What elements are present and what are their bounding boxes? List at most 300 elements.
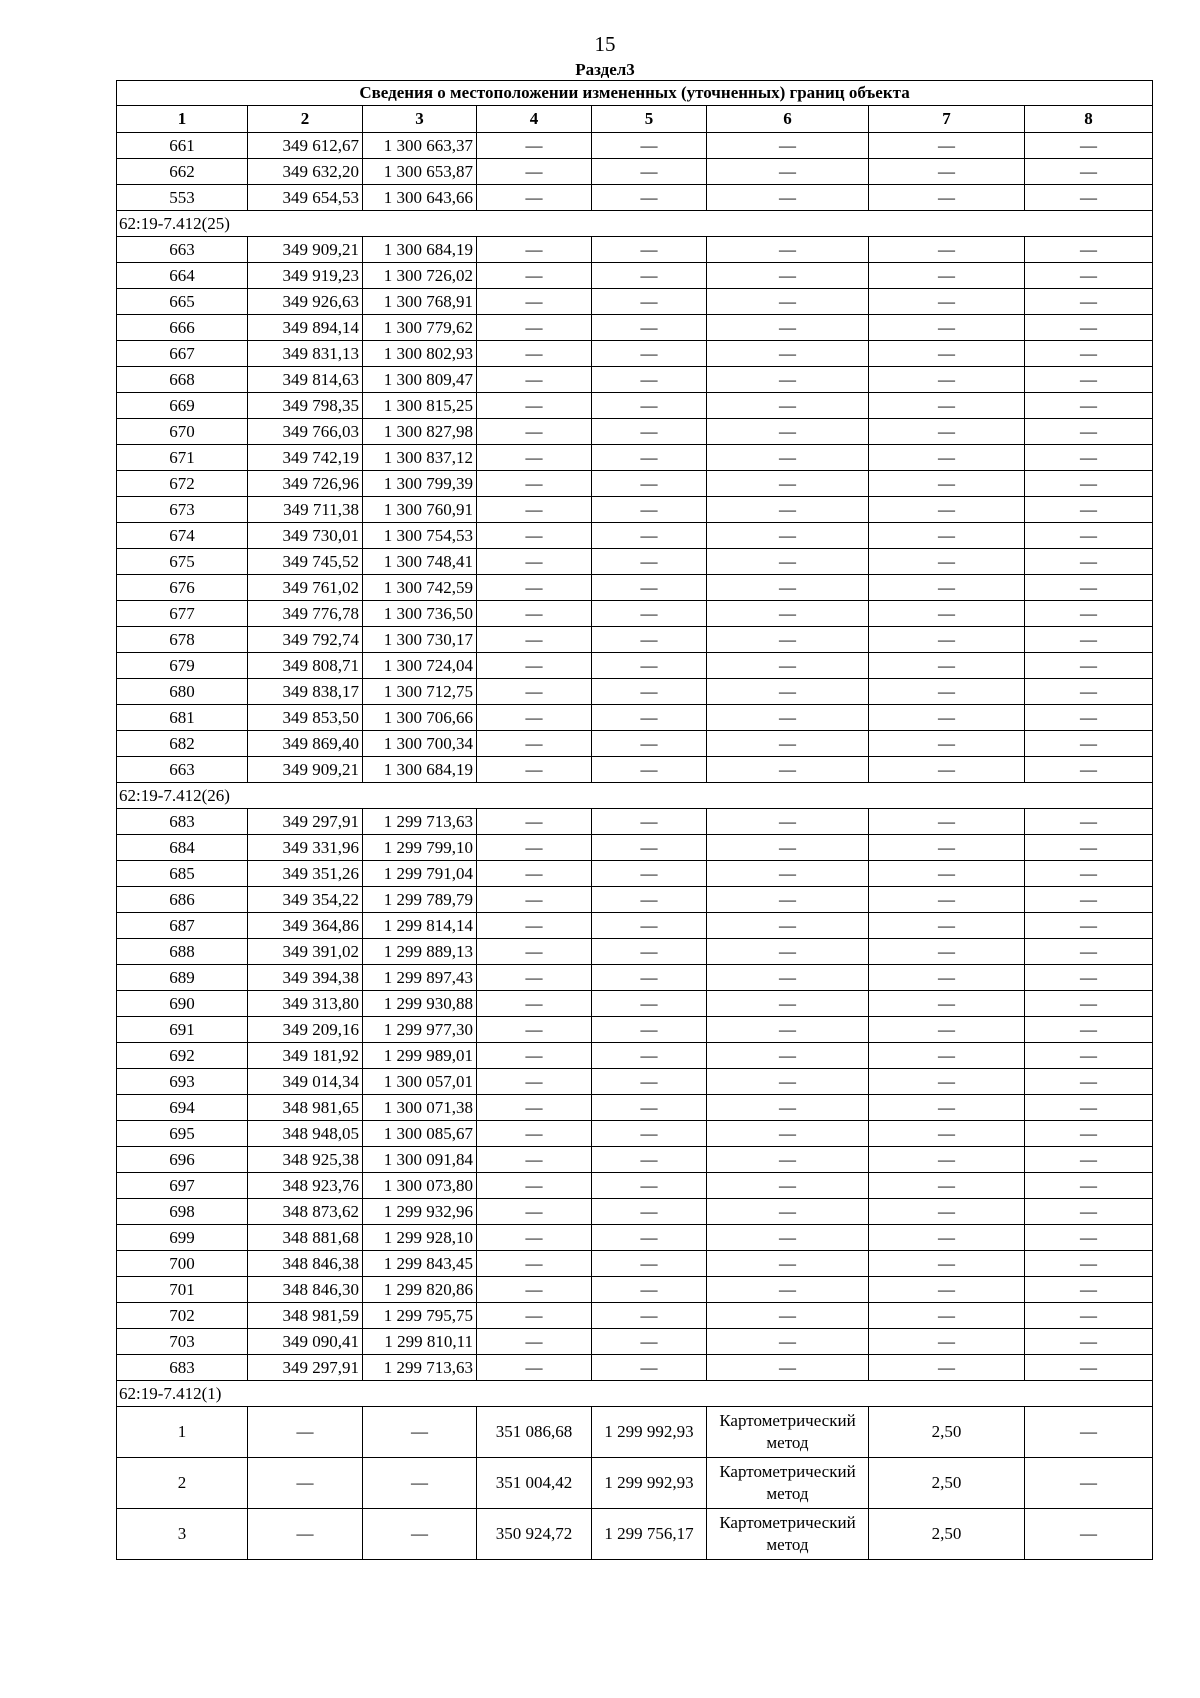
cell-col-7: — (869, 757, 1025, 783)
table-row (117, 1251, 1153, 1277)
table-row (117, 575, 1153, 601)
cell-col-1: 686 (117, 887, 248, 913)
cell-col-1: 672 (117, 471, 248, 497)
cell-col-3: 1 299 932,96 (363, 1199, 477, 1225)
cell-col-4: — (477, 393, 592, 419)
table-row (117, 1355, 1153, 1381)
cell-col-2: 349 297,91 (248, 1355, 363, 1381)
cell-col-8: — (1025, 731, 1153, 757)
cell-col-5: — (592, 1199, 707, 1225)
cell-col-4: — (477, 1173, 592, 1199)
cell-col-3: 1 299 795,75 (363, 1303, 477, 1329)
cell-col-5: — (592, 965, 707, 991)
cell-col-4: — (477, 315, 592, 341)
cell-col-6: — (707, 1121, 869, 1147)
cell-col-5: — (592, 1225, 707, 1251)
cell-col-3: 1 300 057,01 (363, 1069, 477, 1095)
cell-col-6: — (707, 653, 869, 679)
cell-col-5: — (592, 367, 707, 393)
cell-col-4: — (477, 1303, 592, 1329)
table-row (117, 1095, 1153, 1121)
cell-col-4: — (477, 835, 592, 861)
cell-col-7: — (869, 133, 1025, 159)
cell-col-7: — (869, 575, 1025, 601)
cell-col-7: — (869, 679, 1025, 705)
table-row (117, 731, 1153, 757)
cell-col-7: — (869, 1355, 1025, 1381)
cell-col-5: — (592, 237, 707, 263)
cell-col-6: — (707, 419, 869, 445)
cell-col-4: — (477, 679, 592, 705)
cell-col-3: 1 300 754,53 (363, 523, 477, 549)
cell-col-8: — (1025, 419, 1153, 445)
cell-col-6: — (707, 861, 869, 887)
cell-col-6: — (707, 367, 869, 393)
cell-col-6: — (707, 601, 869, 627)
cell-col-5: — (592, 1329, 707, 1355)
cell-col-7: — (869, 549, 1025, 575)
cell-col-2: 349 869,40 (248, 731, 363, 757)
cell-col-1: 679 (117, 653, 248, 679)
cell-col-5: — (592, 991, 707, 1017)
cell-col-4: — (477, 367, 592, 393)
cell-col-5: — (592, 1173, 707, 1199)
table-row (117, 1329, 1153, 1355)
cell-col-1: 553 (117, 185, 248, 211)
cell-col-6: — (707, 133, 869, 159)
cell-col-8: — (1025, 497, 1153, 523)
table-row (117, 367, 1153, 393)
table-row (117, 1173, 1153, 1199)
cell-col-4: — (477, 471, 592, 497)
cell-col-6: — (707, 679, 869, 705)
table-row (117, 835, 1153, 861)
cell-col-4: — (477, 1277, 592, 1303)
table-row (117, 549, 1153, 575)
cell-col-4: — (477, 159, 592, 185)
table-row (117, 939, 1153, 965)
cell-col-7: — (869, 1069, 1025, 1095)
cell-col-5: — (592, 575, 707, 601)
cell-col-1: 663 (117, 757, 248, 783)
cell-col-5: 1 299 992,93 (592, 1407, 707, 1458)
table-row (117, 601, 1153, 627)
cell-col-2: 349 711,38 (248, 497, 363, 523)
cell-col-8: — (1025, 341, 1153, 367)
cell-col-6: — (707, 237, 869, 263)
cell-col-1: 671 (117, 445, 248, 471)
table-row (117, 1277, 1153, 1303)
cell-col-5: — (592, 1017, 707, 1043)
cell-col-1: 680 (117, 679, 248, 705)
cell-col-8: — (1025, 1121, 1153, 1147)
table-row (117, 1043, 1153, 1069)
cell-col-8: — (1025, 809, 1153, 835)
table-row (117, 1017, 1153, 1043)
cell-col-1: 699 (117, 1225, 248, 1251)
cell-col-3: — (363, 1458, 477, 1509)
cell-col-6: — (707, 705, 869, 731)
cell-col-8: — (1025, 549, 1153, 575)
cell-col-2: 349 766,03 (248, 419, 363, 445)
cell-col-2: 348 981,59 (248, 1303, 363, 1329)
table-row (117, 809, 1153, 835)
cell-col-5: — (592, 523, 707, 549)
cell-col-8: — (1025, 1173, 1153, 1199)
cell-col-7: — (869, 367, 1025, 393)
cell-col-1: 677 (117, 601, 248, 627)
cell-col-3: 1 299 930,88 (363, 991, 477, 1017)
cell-col-6: — (707, 341, 869, 367)
cell-col-7: — (869, 705, 1025, 731)
cell-col-4: — (477, 1251, 592, 1277)
cell-col-6: — (707, 1225, 869, 1251)
cell-col-7: — (869, 835, 1025, 861)
cell-col-3: 1 299 928,10 (363, 1225, 477, 1251)
cell-col-8: — (1025, 1017, 1153, 1043)
cell-col-3: 1 300 736,50 (363, 601, 477, 627)
cell-col-5: — (592, 341, 707, 367)
table-row (117, 1147, 1153, 1173)
cell-col-2: — (248, 1458, 363, 1509)
table-row (117, 887, 1153, 913)
cell-col-4: — (477, 1043, 592, 1069)
cell-col-2: 348 981,65 (248, 1095, 363, 1121)
table-caption-row (117, 81, 1153, 106)
cell-col-2: 348 925,38 (248, 1147, 363, 1173)
cell-col-2: 349 354,22 (248, 887, 363, 913)
cell-col-2: 349 730,01 (248, 523, 363, 549)
table-row (117, 341, 1153, 367)
cell-col-6: — (707, 575, 869, 601)
table-row (117, 1121, 1153, 1147)
cell-col-3: 1 300 730,17 (363, 627, 477, 653)
cell-col-2: 349 632,20 (248, 159, 363, 185)
table-row (117, 1509, 1153, 1560)
cell-col-2: — (248, 1509, 363, 1560)
cell-col-4: — (477, 1069, 592, 1095)
cell-col-4: — (477, 1199, 592, 1225)
cell-col-8: — (1025, 289, 1153, 315)
cell-col-2: 349 853,50 (248, 705, 363, 731)
cell-col-2: 349 394,38 (248, 965, 363, 991)
cell-col-2: 349 831,13 (248, 341, 363, 367)
table-row (117, 237, 1153, 263)
cell-col-8: — (1025, 1199, 1153, 1225)
cell-col-6: — (707, 289, 869, 315)
cell-col-6: — (707, 1199, 869, 1225)
cell-col-3: 1 299 977,30 (363, 1017, 477, 1043)
cell-col-2: 349 351,26 (248, 861, 363, 887)
cell-col-5: — (592, 289, 707, 315)
cell-col-8: — (1025, 1355, 1153, 1381)
cell-col-5: 1 299 992,93 (592, 1458, 707, 1509)
cell-col-2: 349 090,41 (248, 1329, 363, 1355)
cell-col-8: — (1025, 263, 1153, 289)
table-row (117, 497, 1153, 523)
cell-col-5: — (592, 731, 707, 757)
table-row (117, 315, 1153, 341)
cell-col-6: — (707, 1277, 869, 1303)
cell-col-3: 1 300 760,91 (363, 497, 477, 523)
cell-col-2: 349 331,96 (248, 835, 363, 861)
cell-col-3: 1 300 706,66 (363, 705, 477, 731)
cell-col-2: 349 297,91 (248, 809, 363, 835)
cell-col-1: 702 (117, 1303, 248, 1329)
cell-col-5: — (592, 445, 707, 471)
cell-col-2: 348 881,68 (248, 1225, 363, 1251)
cell-col-2: 349 894,14 (248, 315, 363, 341)
cell-col-6: — (707, 627, 869, 653)
table-row (117, 965, 1153, 991)
cell-col-4: — (477, 627, 592, 653)
cell-col-3: 1 299 810,11 (363, 1329, 477, 1355)
cell-col-5: — (592, 1121, 707, 1147)
cell-col-3: 1 300 712,75 (363, 679, 477, 705)
cell-col-4: — (477, 939, 592, 965)
cell-col-6: — (707, 523, 869, 549)
cell-col-6: — (707, 939, 869, 965)
cell-col-2: 349 612,67 (248, 133, 363, 159)
table-row (117, 523, 1153, 549)
cell-col-1: 696 (117, 1147, 248, 1173)
cell-col-7: — (869, 341, 1025, 367)
cell-col-6: — (707, 1147, 869, 1173)
cell-col-1: 703 (117, 1329, 248, 1355)
cell-col-8: — (1025, 965, 1153, 991)
cell-col-2: 349 798,35 (248, 393, 363, 419)
cell-col-5: — (592, 757, 707, 783)
cell-col-7: — (869, 1303, 1025, 1329)
cell-col-7: — (869, 289, 1025, 315)
cell-col-4: — (477, 523, 592, 549)
cell-col-8: — (1025, 159, 1153, 185)
cell-col-7: — (869, 861, 1025, 887)
cell-col-8: — (1025, 1277, 1153, 1303)
cell-col-4: — (477, 1095, 592, 1121)
column-number-3: 3 (363, 106, 477, 133)
cell-col-1: 664 (117, 263, 248, 289)
cell-col-8: — (1025, 393, 1153, 419)
cell-col-6: — (707, 263, 869, 289)
cell-col-2: 349 742,19 (248, 445, 363, 471)
cell-col-3: 1 299 799,10 (363, 835, 477, 861)
cell-col-7: — (869, 497, 1025, 523)
cell-col-3: 1 300 684,19 (363, 757, 477, 783)
cell-col-7: — (869, 653, 1025, 679)
cell-col-2: 349 808,71 (248, 653, 363, 679)
table-row (117, 1458, 1153, 1509)
cell-col-5: — (592, 1303, 707, 1329)
cell-col-7: — (869, 445, 1025, 471)
cell-col-4: — (477, 497, 592, 523)
cell-col-4: — (477, 887, 592, 913)
cell-col-1: 3 (117, 1509, 248, 1560)
cell-col-6: — (707, 809, 869, 835)
cell-col-1: 690 (117, 991, 248, 1017)
cell-col-5: — (592, 471, 707, 497)
cell-col-5: — (592, 1043, 707, 1069)
cell-col-6: — (707, 1069, 869, 1095)
cell-col-5: — (592, 861, 707, 887)
cell-col-7: — (869, 185, 1025, 211)
cell-col-5: — (592, 393, 707, 419)
cell-col-6: — (707, 315, 869, 341)
cell-col-4: — (477, 809, 592, 835)
cell-col-5: — (592, 1069, 707, 1095)
cell-col-4: — (477, 549, 592, 575)
cell-col-4: — (477, 1329, 592, 1355)
cell-col-3: 1 300 653,87 (363, 159, 477, 185)
cell-col-4: — (477, 653, 592, 679)
cell-col-8: — (1025, 237, 1153, 263)
cell-col-3: — (363, 1407, 477, 1458)
cell-col-2: 349 391,02 (248, 939, 363, 965)
cell-col-2: 349 909,21 (248, 757, 363, 783)
cell-col-6: — (707, 757, 869, 783)
table-row (117, 471, 1153, 497)
cell-col-2: 349 726,96 (248, 471, 363, 497)
cell-col-3: 1 300 837,12 (363, 445, 477, 471)
cell-col-6: — (707, 1329, 869, 1355)
cell-col-4: — (477, 705, 592, 731)
cell-col-3: 1 299 897,43 (363, 965, 477, 991)
table-body (117, 133, 1153, 1560)
cell-col-3: 1 300 071,38 (363, 1095, 477, 1121)
cell-col-5: — (592, 159, 707, 185)
cell-col-4: 350 924,72 (477, 1509, 592, 1560)
cell-col-6: — (707, 159, 869, 185)
cell-col-4: — (477, 1355, 592, 1381)
cell-col-8: — (1025, 913, 1153, 939)
cell-col-7: — (869, 627, 1025, 653)
cell-col-6: — (707, 497, 869, 523)
cell-col-7: — (869, 1277, 1025, 1303)
cell-col-1: 683 (117, 1355, 248, 1381)
cell-col-7: — (869, 1147, 1025, 1173)
column-number-row (117, 106, 1153, 133)
table-caption: Сведения о местоположении измененных (уточненных) границ объекта (117, 81, 1153, 106)
cell-col-1: 681 (117, 705, 248, 731)
cell-col-6: — (707, 471, 869, 497)
cell-col-6: — (707, 1043, 869, 1069)
column-number-5: 5 (592, 106, 707, 133)
cell-col-1: 661 (117, 133, 248, 159)
cell-col-1: 666 (117, 315, 248, 341)
column-number-8: 8 (1025, 106, 1153, 133)
cell-col-1: 675 (117, 549, 248, 575)
cell-col-6: Картометрический метод (707, 1407, 869, 1458)
cell-col-1: 665 (117, 289, 248, 315)
table-row (117, 991, 1153, 1017)
cell-col-4: — (477, 757, 592, 783)
table-row (117, 1199, 1153, 1225)
cell-col-6: — (707, 445, 869, 471)
cell-col-2: 349 838,17 (248, 679, 363, 705)
cell-col-5: 1 299 756,17 (592, 1509, 707, 1560)
table-row (117, 185, 1153, 211)
table-row (117, 705, 1153, 731)
cell-col-3: 1 300 726,02 (363, 263, 477, 289)
cell-col-5: — (592, 913, 707, 939)
cell-col-6: — (707, 1017, 869, 1043)
cell-col-7: — (869, 731, 1025, 757)
cell-col-1: 1 (117, 1407, 248, 1458)
cell-col-1: 688 (117, 939, 248, 965)
cell-col-3: 1 300 085,67 (363, 1121, 477, 1147)
cell-col-8: — (1025, 1147, 1153, 1173)
cell-col-1: 662 (117, 159, 248, 185)
group-label: 62:19-7.412(25) (117, 211, 1153, 237)
cell-col-8: — (1025, 1095, 1153, 1121)
cell-col-3: 1 299 814,14 (363, 913, 477, 939)
cell-col-4: — (477, 185, 592, 211)
cell-col-8: — (1025, 315, 1153, 341)
cell-col-1: 670 (117, 419, 248, 445)
cell-col-3: 1 299 713,63 (363, 1355, 477, 1381)
cell-col-3: 1 300 815,25 (363, 393, 477, 419)
table-row (117, 653, 1153, 679)
table-row (117, 757, 1153, 783)
cell-col-1: 2 (117, 1458, 248, 1509)
table-row (117, 861, 1153, 887)
cell-col-5: — (592, 1277, 707, 1303)
cell-col-6: — (707, 1173, 869, 1199)
cell-col-5: — (592, 315, 707, 341)
cell-col-4: 351 086,68 (477, 1407, 592, 1458)
table-row (117, 419, 1153, 445)
cell-col-7: — (869, 315, 1025, 341)
cell-col-8: — (1025, 679, 1153, 705)
cell-col-1: 667 (117, 341, 248, 367)
cell-col-5: — (592, 809, 707, 835)
cell-col-7: 2,50 (869, 1458, 1025, 1509)
table-row (117, 445, 1153, 471)
column-number-1: 1 (117, 106, 248, 133)
cell-col-8: — (1025, 1251, 1153, 1277)
cell-col-3: 1 300 802,93 (363, 341, 477, 367)
cell-col-6: — (707, 1251, 869, 1277)
cell-col-7: — (869, 965, 1025, 991)
cell-col-8: — (1025, 1458, 1153, 1509)
cell-col-7: — (869, 419, 1025, 445)
cell-col-3: 1 300 779,62 (363, 315, 477, 341)
cell-col-3: 1 299 820,86 (363, 1277, 477, 1303)
cell-col-4: — (477, 991, 592, 1017)
cell-col-3: 1 299 989,01 (363, 1043, 477, 1069)
cell-col-4: — (477, 913, 592, 939)
cell-col-6: — (707, 549, 869, 575)
cell-col-8: — (1025, 471, 1153, 497)
cell-col-6: — (707, 731, 869, 757)
cell-col-6: — (707, 393, 869, 419)
table-row (117, 1225, 1153, 1251)
cell-col-1: 684 (117, 835, 248, 861)
section-title: Раздел3 (575, 60, 635, 79)
group-label: 62:19-7.412(26) (117, 783, 1153, 809)
cell-col-6: — (707, 913, 869, 939)
cell-col-2: 349 776,78 (248, 601, 363, 627)
cell-col-6: — (707, 991, 869, 1017)
coordinates-table (116, 80, 1153, 1560)
cell-col-5: — (592, 263, 707, 289)
group-row (117, 1381, 1153, 1407)
page-number: 15 (594, 32, 616, 56)
cell-col-3: 1 299 789,79 (363, 887, 477, 913)
cell-col-3: 1 300 684,19 (363, 237, 477, 263)
cell-col-4: — (477, 1121, 592, 1147)
cell-col-8: — (1025, 757, 1153, 783)
